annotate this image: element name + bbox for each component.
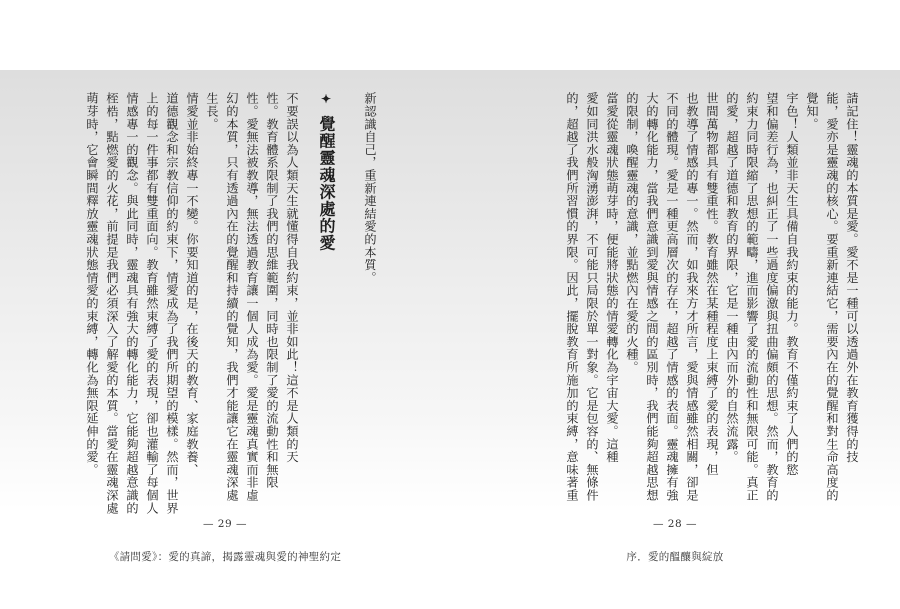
running-head-left [0,549,450,564]
left-page [0,70,450,609]
book-title: 《請問愛》 [108,551,158,563]
section-heading-text: 覺醒靈魂深處的愛 [317,115,336,252]
right-paragraph-4: 當愛從靈魂狀態萌芽時，便能將狀態的情愛轉化為宇宙大愛。這種 愛如同洪水般洶湧澎湃，不可能只局限於單一對象。它是包容的、無條件 的，超越了我們所習慣的界限。因此，擺脫教育所施加的束縛，意味著重 [565,92,619,502]
page-number-right: — 28 — [652,518,698,530]
right-page [450,70,900,609]
diamond-ornament-icon: ✦ [319,92,333,107]
right-paragraph-3: 世間萬物都具有雙重性。教育雖然在某種程度上束縛了愛的表現，但 也教導了情感的專一。然而，如我來方才所言，愛與情感雖然相關，卻是 不同的體現。愛是一種更高層次的存在，超越了情感的表面。靈魂擁有強 大的轉化能力，當我們意識到愛與情感之間的區別時，我們能夠超越思想 的限制，喚醒靈魂的意識，並點燃內在愛的火種。 [625,92,719,502]
right-page-body [565,92,862,502]
section-heading [316,92,336,252]
page-number-left: — 29 — [202,518,248,530]
left-paragraph-2: 情愛並非始終專一不變。你要知道的是，在後天的教育、家庭教養、 道德觀念和宗教信仰的約束下，情愛成為了我們所期望的模樣。然而，世界 上的每一件事都有雙重面向。教育雖然束縛了愛的表現，卻也灌輸了每個人 情感專一的觀念。與此同時，靈魂具有強大的轉化能力，它能夠超越意識的 桎梏，點燃愛的火花，前提是我們必須深入了解愛的本質。當愛在靈魂深處 萌芽時，它會瞬間釋放靈魂狀態情愛的束縛，轉化為無限延伸的愛。 [85,92,199,515]
right-paragraph-1: 請記住！靈魂的本質是愛。愛不是一種可以透過外在教育獲得的技 能，愛亦是靈魂的核心。要重新連結它，需要內在的覺醒和對生命高度的 覺知。 [805,92,859,502]
chapter-title-left: ：愛的真諦，揭露靈魂與愛的神聖約定 [157,551,342,563]
left-opening-line: 新認識自己，重新連結愛的本質。 [363,92,377,284]
running-head-right: 序．愛的醞釀與綻放 [626,551,724,563]
right-paragraph-2: 宇色！人類並非天生具備自我約束的能力。教育不僅約束了人們的慾 望和偏差行為，也糾正了一些過度偏激與扭曲偏頗的思想。然而，教育的 約束力同時限縮了思想的範疇，進而影響了愛的流動性和無限可能。真正 的愛，超越了道德和教育的界限，它是一種由內而外的自然流露。 [725,92,799,502]
left-paragraph-1: 不要誤以為人類天生就懂得自我約束，並非如此！這不是人類的天 性。教育體系限制了我們的思維範圍，同時也限制了愛的流動性和無限 性。愛無法被教導，無法透過教育讓一個人成為愛。愛是靈魂真實而非虛 幻的本質，只有透過內在的覺醒和持續的覺知，我們才能讓它在靈魂深處 生長。 [205,92,299,502]
left-page-body [60,92,380,515]
